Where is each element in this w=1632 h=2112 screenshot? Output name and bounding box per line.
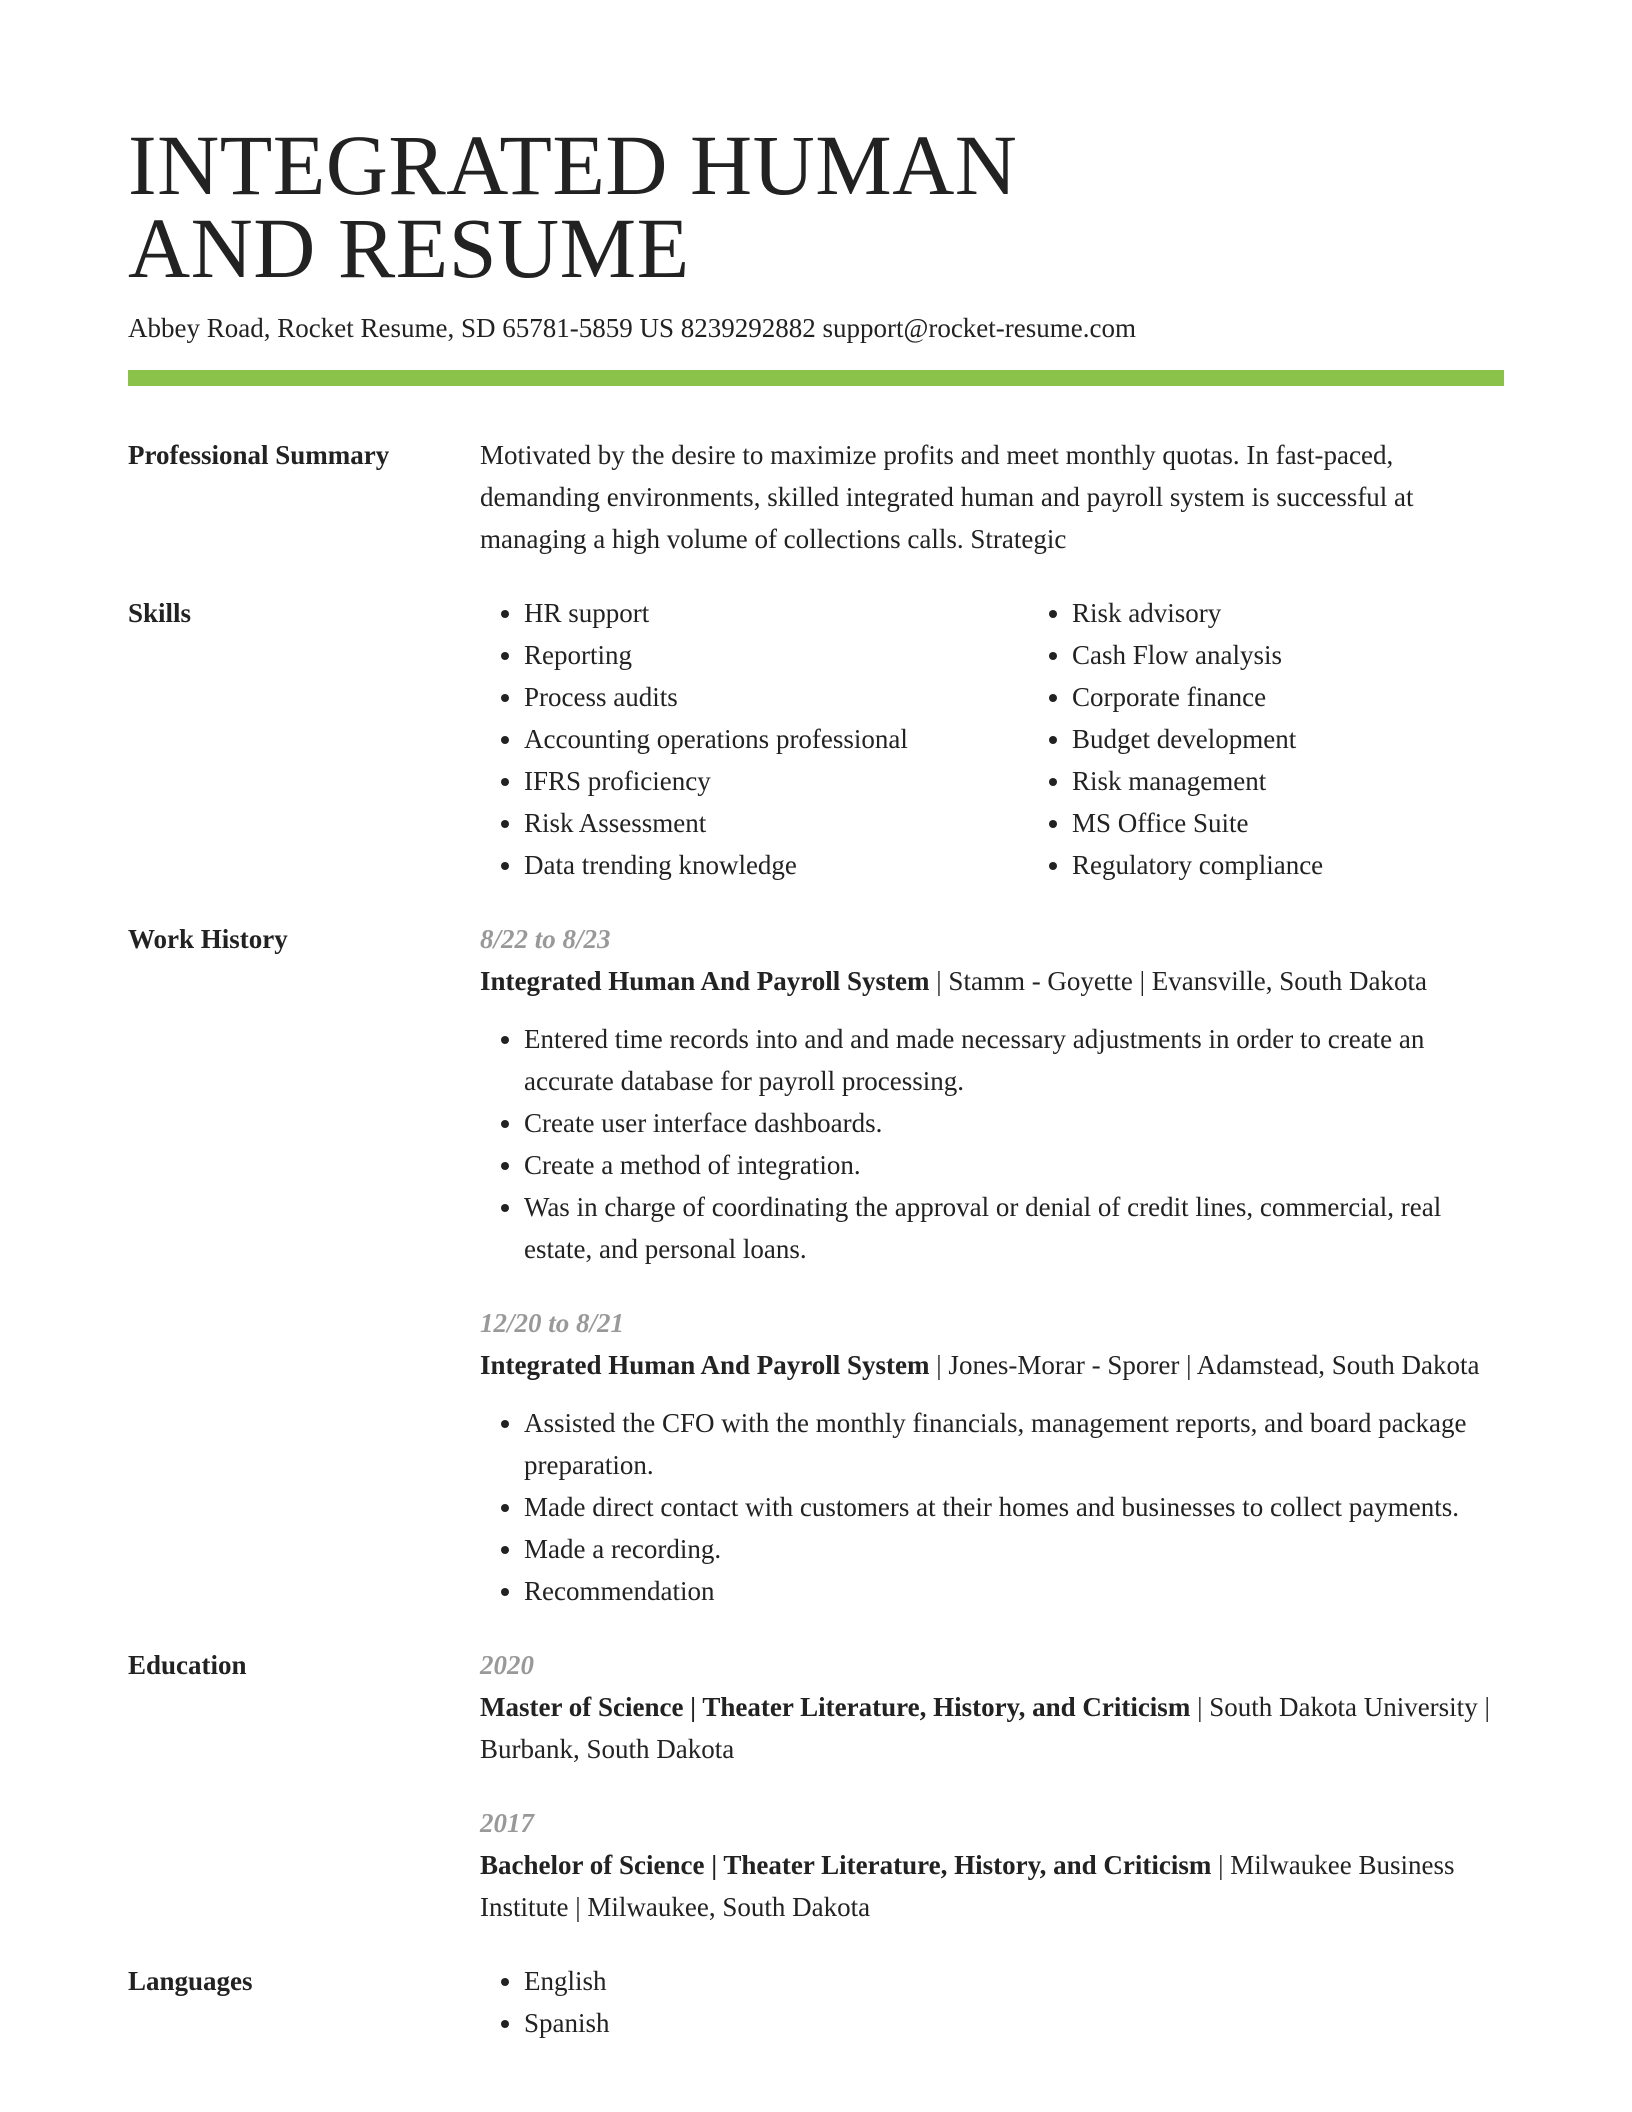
skill-item: • MS Office Suite <box>1072 802 1323 844</box>
degree: Master of Science | Theater Literature, History, and Criticism <box>480 1692 1191 1722</box>
skill-item: • Reporting <box>524 634 1028 676</box>
section-label-summary: Professional Summary <box>128 440 390 470</box>
education-section <box>128 1644 1504 1928</box>
candidate-name <box>128 117 1504 296</box>
contact-info: Abbey Road, Rocket Resume, SD 65781-5859 US 8239292882 support@rocket-resume.com <box>128 313 1136 343</box>
skill-item: • Risk Assessment <box>524 802 1028 844</box>
section-label-education: Education <box>128 1650 247 1680</box>
education-heading <box>480 1686 1504 1770</box>
resume-header <box>128 117 1504 345</box>
degree: Bachelor of Science | Theater Literature, History, and Criticism <box>480 1850 1212 1880</box>
skill-item: • Process audits <box>524 676 1028 718</box>
education-heading <box>480 1844 1504 1928</box>
job-title: Integrated Human And Payroll System <box>480 966 930 996</box>
job-bullet: • Entered time records into and and made necessary adjustments in order to create an accurate database for payroll processing. <box>524 1018 1504 1102</box>
skill-item: • Budget development <box>1072 718 1323 760</box>
education-details: | South Dakota University | Burbank, South Dakota <box>480 1692 1490 1764</box>
job-entry <box>480 1302 1504 1612</box>
section-label-work: Work History <box>128 924 288 954</box>
name-line-2: AND RESUME <box>128 200 690 296</box>
job-bullet: • Made direct contact with customers at their homes and businesses to collect payments. <box>524 1486 1504 1528</box>
skills-section <box>128 592 1504 886</box>
job-dates: 12/20 to 8/21 <box>480 1308 625 1338</box>
education-entry <box>480 1644 1504 1770</box>
job-bullet: • Create a method of integration. <box>524 1144 1504 1186</box>
education-year: 2017 <box>480 1808 534 1838</box>
skills-column-2 <box>1028 592 1323 886</box>
job-heading <box>480 1344 1504 1386</box>
summary-section <box>128 434 1504 560</box>
job-title: Integrated Human And Payroll System <box>480 1350 930 1380</box>
skill-item: • HR support <box>524 592 1028 634</box>
job-heading <box>480 960 1504 1002</box>
job-details: | Stamm - Goyette | Evansville, South Dakota <box>929 966 1428 996</box>
job-dates: 8/22 to 8/23 <box>480 924 611 954</box>
education-year: 2020 <box>480 1650 534 1680</box>
job-bullet: • Create user interface dashboards. <box>524 1102 1504 1144</box>
job-bullet: • Recommendation <box>524 1570 1504 1612</box>
resume-body <box>128 434 1504 2044</box>
skill-item: • Accounting operations professional <box>524 718 1028 760</box>
skill-item: • IFRS proficiency <box>524 760 1028 802</box>
job-bullet: • Made a recording. <box>524 1528 1504 1570</box>
section-label-languages: Languages <box>128 1966 253 1996</box>
skills-grid <box>480 592 1504 886</box>
job-bullets <box>480 1402 1504 1612</box>
language-item: • Spanish <box>524 2002 1504 2044</box>
languages-section <box>128 1960 1504 2044</box>
summary-text: Motivated by the desire to maximize profits and meet monthly quotas. In fast-paced, demanding environments, skilled integrated human and payroll system is successful at managing a high volume of collections calls. Strategic <box>480 440 1414 554</box>
skills-column-1 <box>480 592 1028 886</box>
skill-item: • Risk advisory <box>1072 592 1323 634</box>
job-bullet: • Assisted the CFO with the monthly financials, management reports, and board package preparation. <box>524 1402 1504 1486</box>
skill-item: • Cash Flow analysis <box>1072 634 1323 676</box>
name-line-1: INTEGRATED HUMAN <box>128 117 1018 213</box>
skill-item: • Data trending knowledge <box>524 844 1028 886</box>
skill-item: • Risk management <box>1072 760 1323 802</box>
job-bullets <box>480 1018 1504 1270</box>
job-bullet: • Was in charge of coordinating the approval or denial of credit lines, commercial, real estate, and personal loans. <box>524 1186 1504 1270</box>
language-item: • English <box>524 1960 1504 2002</box>
job-details: | Jones-Morar - Sporer | Adamstead, South Dakota <box>929 1350 1480 1380</box>
accent-divider <box>128 370 1504 386</box>
section-label-skills: Skills <box>128 598 192 628</box>
work-history-section <box>128 918 1504 1612</box>
languages-list <box>480 1960 1504 2044</box>
education-entry <box>480 1802 1504 1928</box>
job-entry <box>480 918 1504 1270</box>
skill-item: • Regulatory compliance <box>1072 844 1323 886</box>
skill-item: • Corporate finance <box>1072 676 1323 718</box>
education-details: | Milwaukee Business Institute | Milwaukee, South Dakota <box>480 1850 1455 1922</box>
